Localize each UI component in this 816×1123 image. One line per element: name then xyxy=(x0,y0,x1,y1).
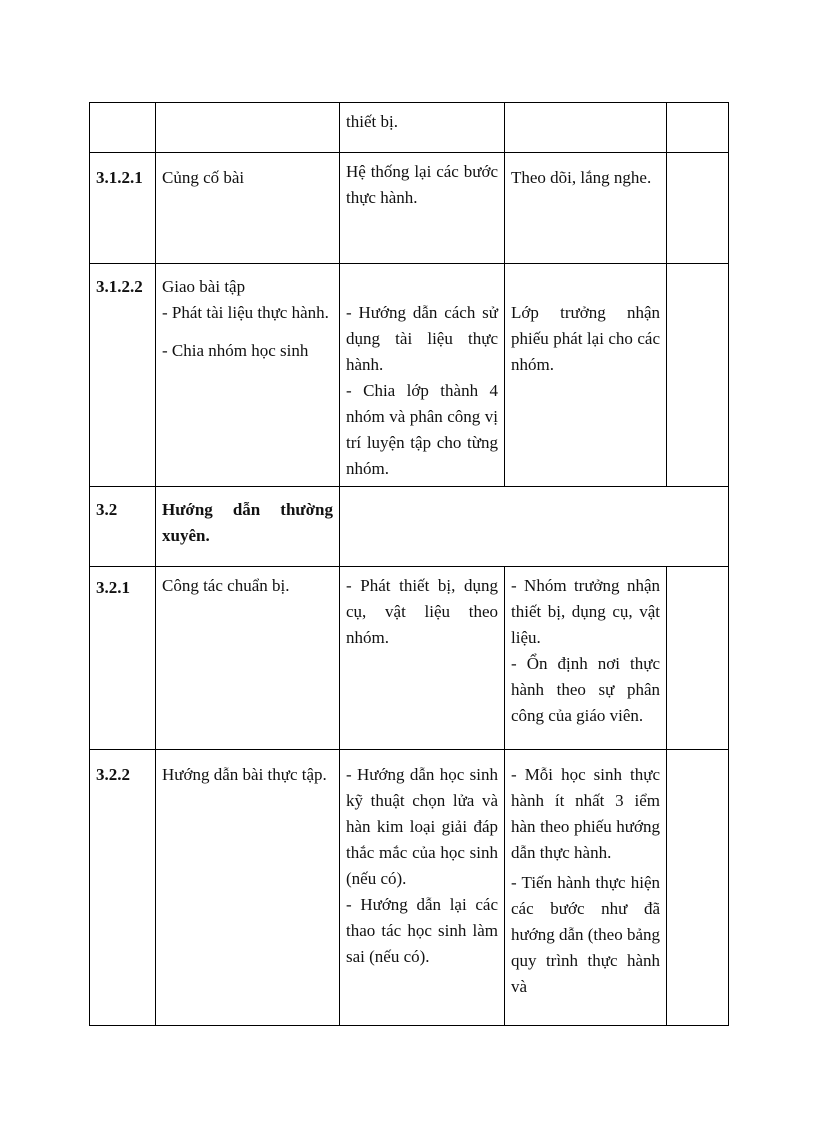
extra-cell xyxy=(667,750,729,1026)
step-content: Hướng dẫn bài thực tập. xyxy=(156,750,340,1026)
teacher-activity xyxy=(340,264,505,487)
content-title: Giao bài tập xyxy=(162,277,246,296)
student-activity xyxy=(505,264,667,487)
table-row xyxy=(90,567,729,750)
step-code xyxy=(90,103,156,153)
table-row xyxy=(90,103,729,153)
step-code: 3.1.2.2 xyxy=(90,264,156,487)
step-content: Công tác chuẩn bị. xyxy=(156,567,340,750)
teacher-activity-text: - Hướng dẫn cách sử dụng tài liệu thực hành. xyxy=(346,303,498,374)
step-content: Củng cố bài xyxy=(156,153,340,264)
student-activity xyxy=(505,153,667,264)
step-code: 3.2.2 xyxy=(90,750,156,1026)
table-row xyxy=(90,264,729,487)
student-activity-text: Lớp trưởng nhận phiếu phát lại cho các nhóm. xyxy=(511,303,660,374)
teacher-activity-text: - Phát thiết bị, dụng cụ, vật liệu theo nhóm. xyxy=(346,576,498,647)
merged-cell xyxy=(340,487,729,567)
content-item: - Phát tài liệu thực hành. xyxy=(162,303,329,322)
student-activity-text: - Ổn định nơi thực hành theo sự phân công của giáo viên. xyxy=(511,654,660,725)
step-code: 3.2.1 xyxy=(90,567,156,750)
step-code: 3.2 xyxy=(90,487,156,567)
student-activity-text: - Nhóm trưởng nhận thiết bị, dụng cụ, vật liệu. xyxy=(511,576,660,647)
teacher-activity-text: - Hướng dẫn học sinh kỹ thuật chọn lửa và hàn kim loại giải đáp thắc mắc của học sinh (nếu có). xyxy=(346,765,498,888)
step-content xyxy=(156,103,340,153)
table-row xyxy=(90,487,729,567)
student-activity xyxy=(505,567,667,750)
table-row xyxy=(90,750,729,1026)
teacher-activity xyxy=(340,103,505,153)
content-item: - Chia nhóm học sinh xyxy=(162,341,309,360)
extra-cell xyxy=(667,153,729,264)
student-activity-text: - Tiến hành thực hiện các bước như đã hướng dẫn (theo bảng quy trình thực hành và xyxy=(511,873,660,996)
student-activity xyxy=(505,750,667,1026)
extra-cell xyxy=(667,103,729,153)
extra-cell xyxy=(667,567,729,750)
teacher-activity-text: - Hướng dẫn lại các thao tác học sinh làm sai (nếu có). xyxy=(346,895,498,966)
teacher-activity-text: Hệ thống lại các bước thực hành. xyxy=(346,162,498,207)
teacher-activity-text: - Chia lớp thành 4 nhóm và phân công vị trí luyện tập cho từng nhóm. xyxy=(346,381,498,478)
student-activity-text: Theo dõi, lắng nghe. xyxy=(511,168,652,187)
step-content xyxy=(156,264,340,487)
table-row xyxy=(90,153,729,264)
lesson-plan-table xyxy=(89,102,729,1026)
student-activity-text: - Mỗi học sinh thực hành ít nhất 3 iểm hàn theo phiếu hướng dẫn thực hành. xyxy=(511,765,660,862)
extra-cell xyxy=(667,264,729,487)
teacher-activity xyxy=(340,567,505,750)
student-activity xyxy=(505,103,667,153)
teacher-activity-text: thiết bị. xyxy=(346,112,398,131)
teacher-activity xyxy=(340,153,505,264)
section-title: Hướng dẫn thường xuyên. xyxy=(156,487,340,567)
teacher-activity xyxy=(340,750,505,1026)
step-code: 3.1.2.1 xyxy=(90,153,156,264)
